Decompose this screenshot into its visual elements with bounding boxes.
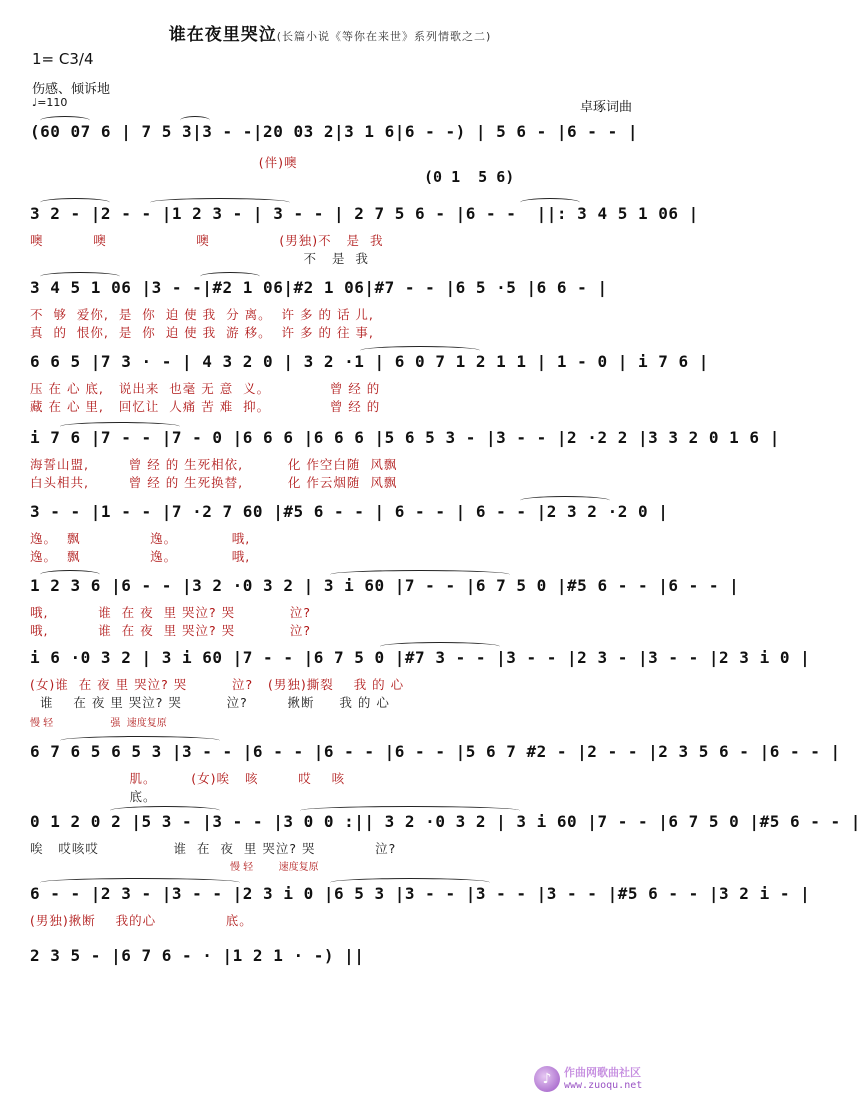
score-system bbox=[30, 742, 841, 806]
slur-mark bbox=[520, 496, 610, 505]
score-system bbox=[30, 428, 780, 492]
score-system bbox=[30, 204, 699, 268]
lyric-line-1: 哦, 谁 在 夜 里 哭泣? 哭 泣? bbox=[30, 605, 311, 620]
lyric-line-1: 逸。 飘 逸。 哦, bbox=[30, 531, 251, 546]
lyric-line-1: 不 够 爱你, 是 你 迫 使 我 分 离。 许 多 的 话 儿, bbox=[30, 307, 374, 322]
slur-mark bbox=[40, 570, 100, 579]
notation-line: 6 7 6 5 6 5 3 |3 - - |6 - - |6 - - |6 - - |5 6 7 #2 - |2 - - |2 3 5 6 - |6 - - | bbox=[30, 742, 841, 761]
slur-mark bbox=[520, 198, 580, 207]
slur-mark bbox=[360, 346, 480, 355]
lyric-line-2: 底。 bbox=[30, 789, 157, 804]
performance-direction: 慢 轻 强 速度复原 bbox=[30, 718, 167, 729]
slur-mark bbox=[380, 642, 500, 651]
song-subtitle: (长篇小说《等你在来世》系列情歌之二) bbox=[276, 30, 492, 43]
score-system bbox=[30, 648, 811, 729]
lyric-line-1: 噢 噢 噢 (男独)不 是 我 bbox=[30, 233, 384, 248]
notation-line: (60 07 6 | 7 5 3|3 - -|20 03 2|3 1 6|6 - -) | 5 6 - |6 - - | bbox=[30, 122, 638, 141]
music-note-icon: ♪ bbox=[534, 1066, 560, 1092]
lyric-line-1: (女)谁 在 夜 里 哭泣? 哭 泣? (男独)撕裂 我 的 心 bbox=[30, 677, 405, 692]
notation-line: 3 2 - |2 - - |1 2 3 - | 3 - - | 2 7 5 6 - |6 - - ||: 3 4 5 1 06 | bbox=[30, 204, 699, 223]
score-system bbox=[30, 278, 630, 342]
notation-line: 0 1 2 0 2 |5 3 - |3 - - |3 0 0 :|| 3 2 ·0 3 2 | 3 i 60 |7 - - |6 7 5 0 |#5 6 - - | bbox=[30, 812, 861, 831]
lyric-line-1: (伴)噢 bbox=[30, 155, 298, 170]
song-title: 谁在夜里哭泣 bbox=[168, 25, 277, 45]
slur-mark bbox=[40, 272, 120, 281]
watermark-url: www.zuoqu.net bbox=[564, 1080, 643, 1091]
lyric-line-2: 不 是 我 bbox=[30, 251, 369, 266]
notation-line: i 6 ·0 3 2 | 3 i 60 |7 - - |6 7 5 0 |#7 3 - - |3 - - |2 3 - |3 - - |2 3 i 0 | bbox=[30, 648, 811, 667]
score-system bbox=[30, 576, 740, 640]
lyric-line-2: 哦, 谁 在 夜 里 哭泣? 哭 泣? bbox=[30, 623, 311, 638]
lyric-line-2: 谁 在 夜 里 哭泣? 哭 泣? 揪断 我 的 心 bbox=[30, 695, 390, 710]
lyric-line-2: 真 的 恨你, 是 你 迫 使 我 游 移。 许 多 的 往 事, bbox=[30, 325, 374, 340]
lyric-line-2: 逸。 飘 逸。 哦, bbox=[30, 549, 251, 564]
slur-mark bbox=[60, 422, 180, 431]
slur-mark bbox=[300, 806, 520, 815]
slur-mark bbox=[40, 198, 110, 207]
accompaniment-figure: (0 1 5 6) bbox=[424, 168, 515, 186]
slur-mark bbox=[200, 272, 260, 281]
page-title bbox=[0, 20, 660, 45]
score-system bbox=[30, 502, 669, 566]
notation-line: 6 - - |2 3 - |3 - - |2 3 i 0 |6 5 3 |3 - - |3 - - |3 - - |#5 6 - - |3 2 i - | bbox=[30, 884, 811, 903]
slur-mark bbox=[180, 116, 210, 125]
score-system bbox=[30, 122, 638, 172]
score-system bbox=[30, 812, 861, 873]
slur-mark bbox=[60, 736, 220, 745]
notation-line: 3 - - |1 - - |7 ·2 7 60 |#5 6 - - | 6 - - | 6 - - |2 3 2 ·2 0 | bbox=[30, 502, 669, 521]
lyric-line-1: (男独)揪断 我的心 底。 bbox=[30, 913, 253, 928]
slur-mark bbox=[40, 116, 90, 125]
lyric-line-2: 藏 在 心 里, 回忆让 人痛 苦 难 抑。 曾 经 的 bbox=[30, 399, 381, 414]
slur-mark bbox=[330, 570, 510, 579]
slur-mark bbox=[330, 878, 490, 887]
score-system bbox=[30, 884, 811, 930]
site-watermark bbox=[534, 1062, 654, 1096]
score-system bbox=[30, 946, 630, 966]
notation-line: 2 3 5 - |6 7 6 - · |1 2 1 · -) || bbox=[30, 946, 365, 965]
slur-mark bbox=[110, 806, 220, 815]
lyric-line-2: 白头相共, 曾 经 的 生死换替, 化 作云烟随 风飘 bbox=[30, 475, 398, 490]
notation-line: 3 4 5 1 06 |3 - -|#2 1 06|#2 1 06|#7 - - |6 5 ·5 |6 6 - | bbox=[30, 278, 608, 297]
lyric-line-1: 压 在 心 底, 说出来 也毫 无 意 义。 曾 经 的 bbox=[30, 381, 381, 396]
notation-line: 6 6 5 |7 3 · - | 4 3 2 0 | 3 2 ·1 | 6 0 7 1 2 1 1 | 1 - 0 | i 7 6 | bbox=[30, 352, 709, 371]
lyric-line-1: 肌。 (女)唉 咳 哎 咳 bbox=[30, 771, 346, 786]
slur-mark bbox=[40, 878, 240, 887]
lyric-line-1: 唉 哎咳哎 谁 在 夜 里 哭泣? 哭 泣? bbox=[30, 841, 397, 856]
tempo-marking: ♩=110 bbox=[32, 96, 68, 109]
performance-mood: 伤感、倾诉地 bbox=[32, 82, 111, 97]
key-signature: 1= C3/4 bbox=[32, 50, 94, 68]
slur-mark bbox=[150, 198, 290, 207]
composer-credit: 卓琢词曲 bbox=[579, 100, 632, 115]
notation-line: 1 2 3 6 |6 - - |3 2 ·0 3 2 | 3 i 60 |7 - - |6 7 5 0 |#5 6 - - |6 - - | bbox=[30, 576, 740, 595]
score-system bbox=[30, 352, 709, 416]
performance-direction: 慢 轻 速度复原 bbox=[230, 862, 319, 873]
watermark-name: 作曲网歌曲社区 bbox=[564, 1066, 641, 1079]
lyric-line-1: 海誓山盟, 曾 经 的 生死相依, 化 作空白随 风飘 bbox=[30, 457, 398, 472]
notation-line: i 7 6 |7 - - |7 - 0 |6 6 6 |6 6 6 |5 6 5 3 - |3 - - |2 ·2 2 |3 3 2 0 1 6 | bbox=[30, 428, 780, 447]
